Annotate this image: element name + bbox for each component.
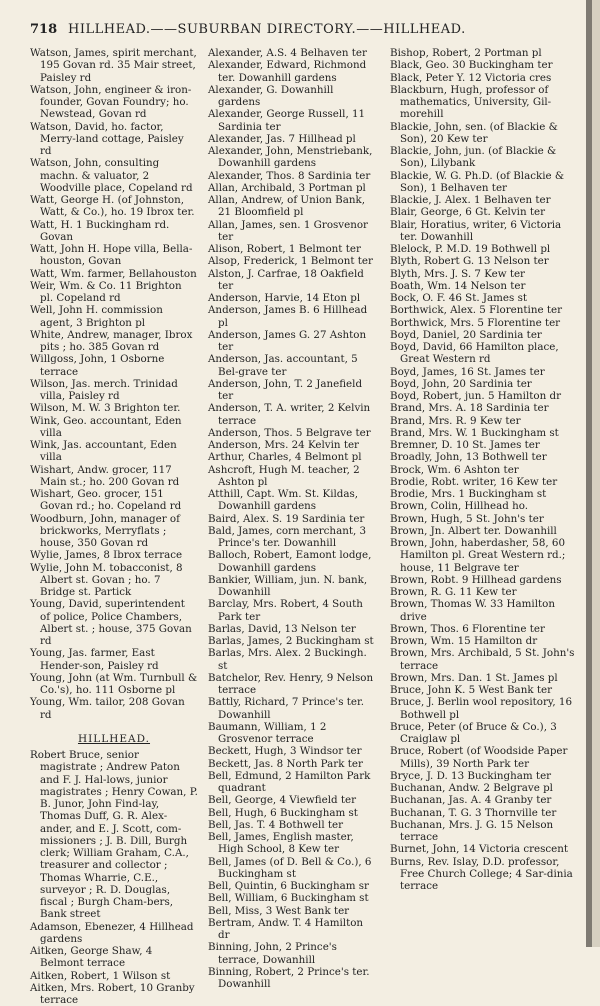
directory-entry: Adamson, Ebenezer, 4 Hillhead gardens [30,920,194,945]
directory-entry: Blyth, Robert G. 13 Nelson ter [390,255,549,268]
directory-entry: Anderson, James B. 6 Hillhead pl [208,304,368,329]
directory-entry: Brodie, Robt. writer, 16 Kew ter [390,475,558,488]
directory-entry: Alexander, George Russell, 11 Sardinia ter [208,108,366,133]
directory-entry: Broadly, John, 13 Bothwell ter [390,451,547,464]
directory-entry: Alexander, A.S. 4 Belhaven ter [208,47,367,59]
directory-entry: Bremner, D. 10 St. James ter [390,439,540,451]
directory-entry: Blelock, P. M.D. 19 Bothwell pl [390,243,551,255]
directory-entry: Wilson, Jas. merch. Trinidad villa, Paisley rd [30,377,178,402]
directory-entry: Willgoss, John, 1 Osborne terrace [30,353,165,378]
directory-entry: Aitken, George Shaw, 4 Belmont terrace [30,945,153,970]
directory-entry: Brand, Mrs. R. 9 Kew ter [390,414,521,427]
directory-entry: Beckett, Jas. 8 North Park ter [208,757,363,770]
column-1 [30,47,198,1006]
directory-entry: Brown, John, haberdasher, 58, 60 Hamilton pl. Great Western rd.; house, 11 Belgrave ter [390,537,566,574]
directory-entry: Blackie, John, jun. (of Blackie & Son), Lilybank [390,145,557,170]
directory-entry: Blackie, W. G. Ph.D. (of Blackie & Son), 1 Belhaven ter [390,169,565,194]
directory-entry: Alexander, Thos. 8 Sardinia ter [208,169,371,182]
directory-entry: Bell, James (of D. Bell & Co.), 6 Buckingham st [208,855,372,880]
directory-entry: Atthill, Capt. Wm. St. Kildas, Dowanhill gardens [208,488,359,513]
directory-entry: Burns, Rev. Islay, D.D. professor, Free Church College; 4 Sar-dinia terrace [390,855,573,892]
directory-entry: Watson, James, spirit merchant, 195 Govan rd. 35 Mair street, Paisley rd [30,47,197,84]
directory-entry: Bell, Jas. T. 4 Bothwell ter [208,818,344,831]
directory-entry: Wilson, M. W. 3 Brighton ter. [30,402,181,415]
directory-entry: Alexander, John, Menstriebank, Dowanhill gardens [208,145,373,170]
directory-entry: Boyd, James, 16 St. James ter [390,365,545,378]
directory-entry: Black, Geo. 30 Buckingham ter [390,59,553,72]
directory-entry: Binning, Robert, 2 Prince's ter. Dowanhill [208,965,370,990]
directory-entry: Brown, R. G. 11 Kew ter [390,586,517,598]
directory-entry: Boyd, John, 20 Sardinia ter [390,377,532,390]
directory-entry: Allan, James, sen. 1 Grosvenor ter [208,218,368,243]
directory-entry: Alston, J. Carfrae, 18 Oakfield ter [208,267,364,292]
directory-entry: Bishop, Robert, 2 Portman pl [390,47,542,59]
directory-entry: Anderson, Harvie, 14 Eton pl [208,292,361,304]
directory-entry: Bell, Hugh, 6 Buckingham st [208,806,358,819]
directory-entry: Watson, David, ho. factor, Merry-land cottage, Paisley rd [30,120,184,157]
directory-entry: Bryce, J. D. 13 Buckingham ter [390,769,552,782]
directory-entry: Bell, Quintin, 6 Buckingham sr [208,880,369,892]
directory-entry: Anderson, John, T. 2 Janefield ter [208,377,363,402]
directory-entry: Balloch, Robert, Eamont lodge, Dowanhill gardens [208,549,372,574]
directory-entry: Bruce, J. Berlin wool repository, 16 Bothwell pl [390,696,572,721]
directory-entry: Allan, Andrew, of Union Bank, 21 Bloomfield pl [208,194,365,219]
directory-entry: Bell, James, English master, High School, 8 Kew ter [208,831,354,856]
section-heading: HILLHEAD. [77,732,151,745]
directory-entry: Bankier, William, jun. N. bank, Dowanhill [208,573,368,598]
page-number: 718 [30,22,58,37]
directory-entry: Buchanan, Andw. 2 Belgrave pl [390,782,553,794]
directory-entry: Beckett, Hugh, 3 Windsor ter [208,745,362,758]
directory-entry: Boyd, Robert, jun. 5 Hamilton dr [390,390,562,402]
directory-entry: Anderson, Jas. accountant, 5 Bel-grave ter [208,353,358,378]
directory-entry: Anderson, Thos. 5 Belgrave ter [208,426,371,439]
directory-entry: Watson, John, engineer & iron-founder, Govan Foundry; ho. Newstead, Govan rd [30,83,192,121]
directory-entry: Blackie, John, sen. (of Blackie & Son), 20 Kew ter [390,120,558,145]
directory-entry: Boath, Wm. 14 Nelson ter [390,279,526,292]
directory-entry: Buchanan, T. G. 3 Thornville ter [390,806,557,819]
directory-entry: Bruce, John K. 5 West Bank ter [390,684,552,696]
directory-entry: Young, Jas. farmer, East Hender-son, Paisley rd [30,647,159,672]
directory-entry: Blair, Horatius, writer, 6 Victoria ter. Dowanhill [390,218,562,243]
directory-entry: Robert Bruce, senior magistrate ; Andrew Paton and F. J. Hal-lows, junior magistrates ; Henry Cowan, P. B. Junor, John Find-lay, Thomas Duff, G. R. Alex-ander, and E. J. Scott, com-missioners ; J. B. Dill, Burgh clerk; William Graham, C.A., treasurer and collector ; Thomas Wharrie, C.E., surveyor ; R. D. Douglas, fiscal ; Burgh Cham-bers, Bank street [30,749,198,921]
directory-entry: Bertram, Andw. T. 4 Hamilton dr [208,916,364,941]
directory-entry: Baumann, William, 1 2 Grosvenor terrace [208,720,327,745]
directory-entry: Brock, Wm. 6 Ashton ter [390,463,519,476]
directory-entry: Young, John (at Wm. Turnbull & Co.'s), ho. 111 Osborne pl [30,671,198,696]
directory-entry: Anderson, T. A. writer, 2 Kelvin terrace [208,402,371,427]
directory-entry: Alexander, G. Dowanhill gardens [208,83,334,108]
directory-entry: Wink, Jas. accountant, Eden villa [30,439,177,464]
directory-entry: Brown, Colin, Hillhead ho. [390,500,529,513]
directory-entry: Allan, Archibald, 3 Portman pl [208,181,366,194]
directory-entry: Alsop, Frederick, 1 Belmont ter [208,255,373,268]
column-3 [390,47,580,892]
directory-entry: Alexander, Jas. 7 Hillhead pl [208,132,356,145]
directory-entry: Woodburn, John, manager of brickworks, Merryflats ; house, 350 Govan rd [30,512,180,549]
directory-entry: Watson, John, consulting machn. & valuator, 2 Woodville place, Copeland rd [30,157,193,194]
directory-entry: Brown, Hugh, 5 St. John's ter [390,512,544,525]
directory-entry: Blair, George, 6 Gt. Kelvin ter [390,206,546,219]
directory-entry: Barclay, Mrs. Robert, 4 South Park ter [208,598,363,623]
directory-entry: Barlas, Mrs. Alex. 2 Buckingh. st [208,647,367,672]
column-2 [208,47,376,990]
directory-entry: Wishart, Andw. grocer, 117 Main st.; ho. 200 Govan rd [30,463,180,488]
directory-entry: Alison, Robert, 1 Belmont ter [208,243,361,255]
directory-entry: Wylie, James, 8 Ibrox terrace [30,549,183,562]
directory-entry: White, Andrew, manager, Ibrox pits ; ho. 385 Govan rd [30,328,193,353]
directory-entry: Bell, Edmund, 2 Hamilton Park quadrant [208,769,371,794]
adjacent-page-edge [592,0,600,947]
directory-entry: Bell, William, 6 Buckingham st [208,892,369,905]
directory-entry: Barlas, David, 13 Nelson ter [208,622,356,635]
directory-entry: Bruce, Peter (of Bruce & Co.), 3 Craiglaw pl [390,720,557,745]
running-title: HILLHEAD.——SUBURBAN DIRECTORY.——HILLHEAD. [68,22,466,37]
directory-entry: Wink, Geo. accountant, Eden villa [30,414,182,439]
directory-entry: Wishart, Geo. grocer, 151 Govan rd.; ho. Copeland rd [30,488,182,513]
directory-entry: Aitken, Robert, 1 Wilson st [30,969,171,982]
directory-entry: Bock, O. F. 46 St. James st [390,292,528,304]
directory-entry: Bell, Miss, 3 West Bank ter [208,904,350,917]
page-header [30,22,575,40]
directory-entry: Boyd, David, 66 Hamilton place, Great Western rd [390,341,559,366]
directory-entry: Brown, Jn. Albert ter. Dowanhill [390,524,557,537]
directory-entry: Brown, Wm. 15 Hamilton dr [390,635,538,647]
directory-entry: Brown, Robt. 9 Hillhead gardens [390,573,562,586]
directory-entry: Arthur, Charles, 4 Belmont pl [208,451,362,464]
directory-entry: Binning, John, 2 Prince's terrace, Dowanhill [208,941,337,966]
directory-entry: Wylie, John M. tobacconist, 8 Albert st. Govan ; ho. 7 Bridge st. Partick [30,561,183,598]
directory-entry: Burnet, John, 14 Victoria crescent [390,843,569,856]
directory-entry: Batchelor, Rev. Henry, 9 Nelson terrace [208,671,374,696]
directory-entry: Blackburn, Hugh, professor of mathematics, University, Gil-morehill [390,83,552,121]
directory-entry: Barlas, James, 2 Buckingham st [208,635,374,647]
directory-entry: Young, Wm. tailor, 208 Govan rd [30,696,185,721]
directory-entry: Bell, George, 4 Viewfield ter [208,794,357,807]
directory-entry: Blyth, Mrs. J. S. 7 Kew ter [390,267,525,280]
directory-entry: Brown, Thos. 6 Florentine ter [390,622,545,635]
directory-entry: Brand, Mrs. A. 18 Sardinia ter [390,402,549,415]
directory-entry: Brown, Thomas W. 33 Hamilton drive [390,598,555,623]
directory-entry: Brown, Mrs. Archibald, 5 St. John's terrace [390,647,575,672]
directory-entry: Baird, Alex. S. 19 Sardinia ter [208,512,365,525]
directory-entry: Blackie, J. Alex. 1 Belhaven ter [390,194,551,206]
directory-entry: Borthwick, Mrs. 5 Florentine ter [390,316,561,329]
directory-entry: Alexander, Edward, Richmond ter. Dowanhill gardens [208,59,367,84]
directory-entry: Watt, George H. (of Johnston, Watt, & Co.), ho. 19 Ibrox ter. [30,194,195,219]
directory-entry: Aitken, Mrs. Robert, 10 Granby terrace [30,981,195,1006]
directory-entry: Watt, John H. Hope villa, Bella-houston, Govan [30,243,193,268]
directory-entry: Watt, Wm. farmer, Bellahouston [30,267,197,280]
directory-entry: Buchanan, Mrs. J. G. 15 Nelson terrace [390,818,554,843]
directory-entry: Anderson, James G. 27 Ashton ter [208,328,367,353]
directory-entry: Anderson, Mrs. 24 Kelvin ter [208,439,359,451]
directory-entry: Young, David, superintendent of police, Police Chambers, Albert st. ; house, 375 Govan rd [30,598,192,647]
directory-entry: Bruce, Robert (of Woodside Paper Mills), 39 North Park ter [390,745,568,770]
directory-entry: Black, Peter Y. 12 Victoria cres [390,71,552,84]
directory-entry: Ashcroft, Hugh M. teacher, 2 Ashton pl [208,463,360,488]
directory-entry: Battly, Richard, 7 Prince's ter. Dowanhill [208,696,365,721]
directory-entry: Boyd, Daniel, 20 Sardinia ter [390,328,542,341]
directory-entry: Buchanan, Jas. A. 4 Granby ter [390,794,552,807]
directory-entry: Watt, H. 1 Buckingham rd. Govan [30,218,170,243]
directory-entry: Well, John H. commission agent, 3 Brighton pl [30,304,163,329]
directory-entry: Borthwick, Alex. 5 Florentine ter [390,304,562,317]
directory-entry: Brown, Mrs. Dan. 1 St. James pl [390,671,558,684]
directory-entry: Brodie, Mrs. 1 Buckingham st [390,488,547,500]
directory-entry: Bald, James, corn merchant, 3 Prince's ter. Dowanhill [208,524,367,549]
directory-entry: Brand, Mrs. W. 1 Buckingham st [390,426,559,439]
directory-entry: Weir, Wm. & Co. 11 Brighton pl. Copeland rd [30,279,182,304]
